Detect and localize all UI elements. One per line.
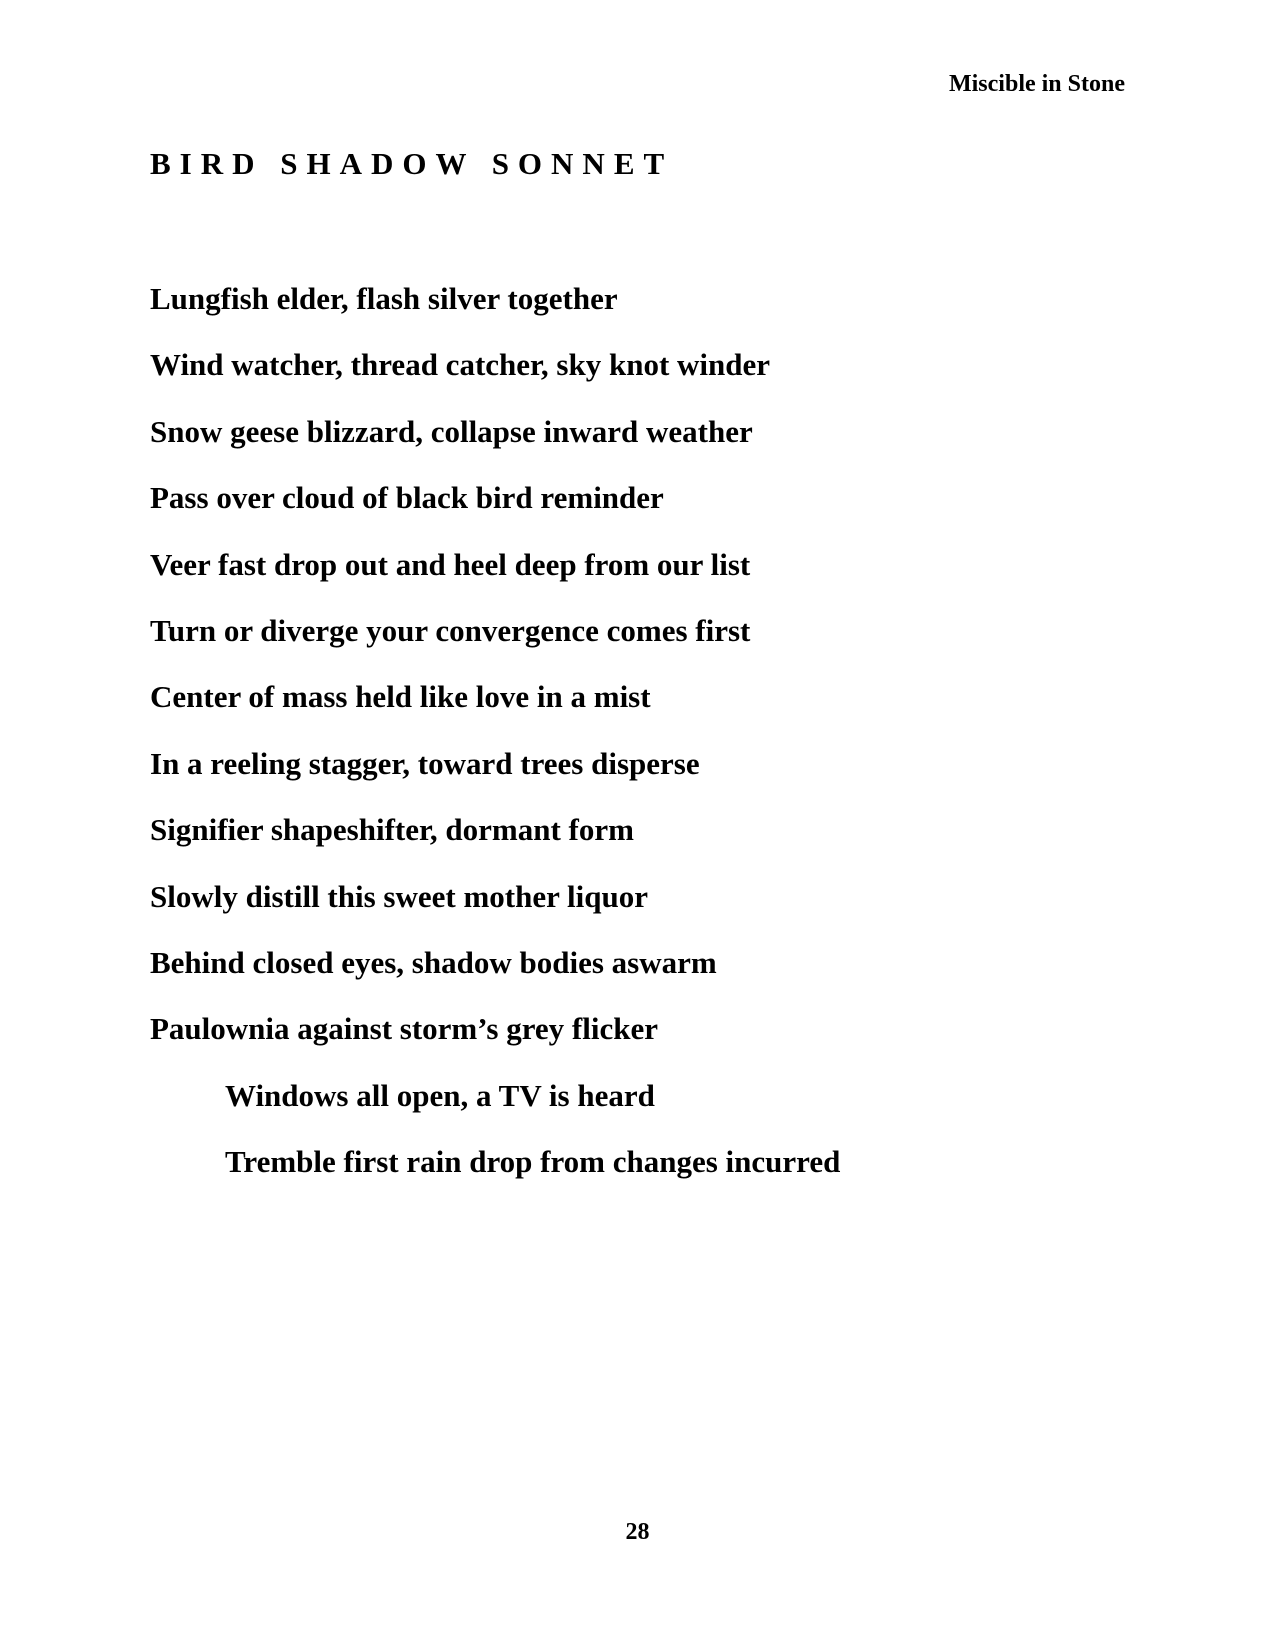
poem-body (150, 283, 840, 1212)
running-header: Miscible in Stone (948, 71, 1125, 97)
poem-line: Slowly distill this sweet mother liquor (150, 878, 649, 914)
poem-title: BIRD SHADOW SONNET (150, 146, 674, 181)
poem-line: Pass over cloud of black bird reminder (150, 480, 664, 516)
poem-line: Paulownia against storm’s grey flicker (150, 1011, 659, 1047)
poem-line: Turn or diverge your convergence comes first (150, 612, 751, 648)
poem-line-indented: Tremble first rain drop from changes incurred (225, 1144, 841, 1180)
poem-line: Veer fast drop out and heel deep from our list (150, 546, 751, 582)
page-number: 28 (625, 1519, 650, 1545)
poem-line: Snow geese blizzard, collapse inward weather (150, 413, 753, 449)
poem-line-indented: Windows all open, a TV is heard (225, 1077, 655, 1113)
poem-line: Center of mass held like love in a mist (150, 679, 651, 715)
poem-line: In a reeling stagger, toward trees disperse (150, 745, 700, 781)
poem-line: Wind watcher, thread catcher, sky knot winder (150, 347, 771, 383)
poem-line: Signifier shapeshifter, dormant form (150, 812, 634, 848)
poem-line: Behind closed eyes, shadow bodies aswarm (150, 944, 717, 980)
poem-line: Lungfish elder, flash silver together (150, 281, 618, 316)
